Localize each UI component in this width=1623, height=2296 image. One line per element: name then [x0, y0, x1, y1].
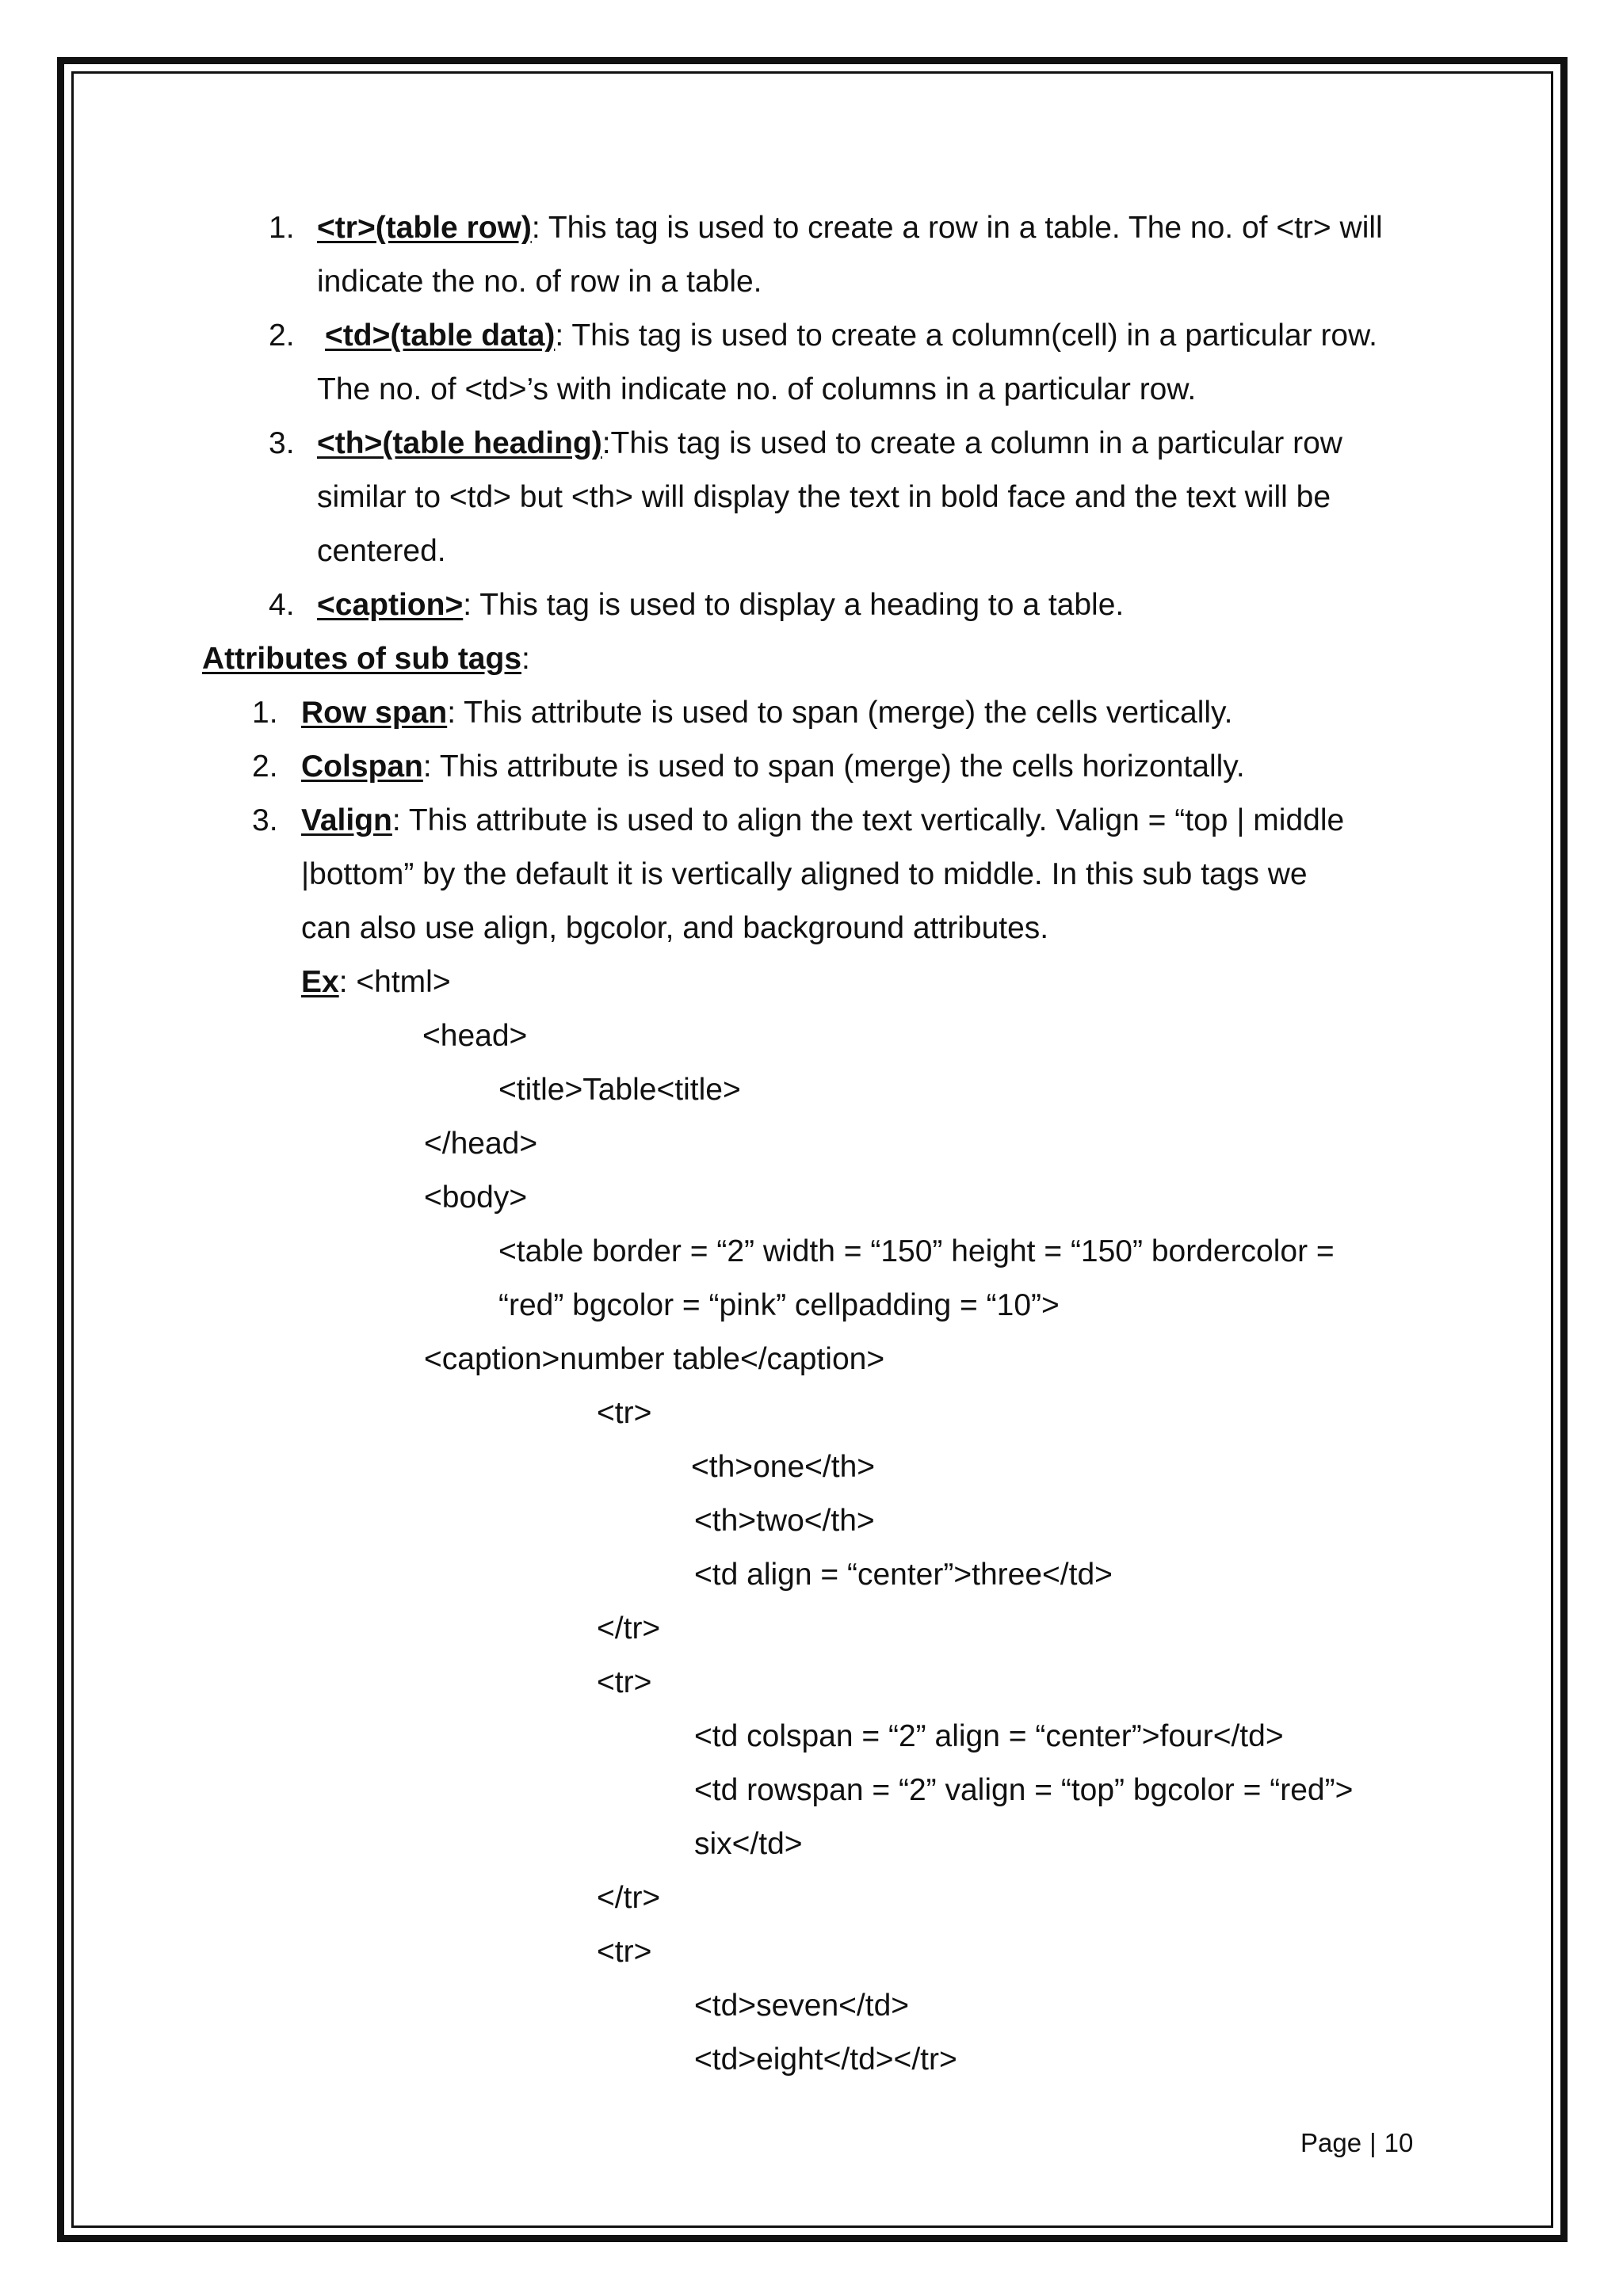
list-item-continuation: centered.: [317, 534, 446, 568]
list-number: 2.: [252, 749, 278, 784]
page-number: 10: [1384, 2128, 1414, 2157]
code-line: <tr>: [597, 1396, 652, 1430]
code-line: <body>: [424, 1180, 528, 1215]
example-label: Ex: [301, 965, 339, 999]
code-line: : <html>: [338, 965, 451, 999]
section-heading: Attributes of sub tags:: [202, 642, 530, 676]
code-line: <td>seven</td>: [694, 1989, 910, 2023]
list-item: [317, 320, 1377, 351]
list-item-continuation: The no. of <td>’s with indicate no. of columns in a particular row.: [317, 372, 1197, 406]
tag-description: :This tag is used to create a column in a particular row: [601, 426, 1342, 460]
list-number: 1.: [269, 211, 295, 245]
list-item: [301, 697, 1233, 728]
attribute-keyword: Colspan: [301, 749, 423, 784]
code-line: <td align = “center”>three</td>: [694, 1558, 1113, 1592]
code-line: <title>Table<title>: [498, 1073, 741, 1107]
list-number: 2.: [269, 318, 295, 353]
list-item-continuation: can also use align, bgcolor, and background attributes.: [301, 911, 1049, 945]
tag-keyword: <caption>: [317, 588, 464, 622]
tag-description: : This tag is used to create a column(cell) in a particular row.: [555, 318, 1377, 353]
list-item: [317, 428, 1342, 459]
code-line: <tr>: [597, 1665, 652, 1699]
code-line: <td>eight</td></tr>: [694, 2042, 957, 2077]
list-item-continuation: |bottom” by the default it is vertically aligned to middle. In this sub tags we: [301, 857, 1308, 891]
page-footer: [1300, 2128, 1413, 2158]
tag-keyword: <th>(table heading): [317, 426, 602, 460]
list-number: 3.: [269, 426, 295, 460]
code-line: </head>: [424, 1127, 538, 1161]
code-line: six</td>: [694, 1827, 803, 1861]
list-number: 4.: [269, 588, 295, 622]
list-item: [301, 751, 1245, 782]
attribute-keyword: Row span: [301, 696, 448, 730]
code-line: </tr>: [597, 1611, 661, 1646]
attribute-description: : This attribute is used to span (merge) the cells horizontally.: [422, 749, 1245, 784]
code-line: <tr>: [597, 1935, 652, 1969]
list-item: [317, 589, 1124, 620]
tag-description: : This tag is used to display a heading to a table.: [463, 588, 1125, 622]
code-line: “red” bgcolor = “pink” cellpadding = “10”>: [498, 1288, 1060, 1322]
tag-description: : This tag is used to create a row in a table. The no. of <tr> will: [531, 211, 1383, 245]
code-line: <head>: [422, 1019, 528, 1053]
code-line: </tr>: [597, 1881, 661, 1915]
list-number: 3.: [252, 803, 278, 837]
page-separator: |: [1369, 2128, 1377, 2157]
list-number: 1.: [252, 696, 278, 730]
list-item: [301, 805, 1344, 836]
list-item: [317, 212, 1383, 243]
attribute-keyword: Valign: [301, 803, 392, 837]
attribute-description: : This attribute is used to align the text vertically. Valign = “top | middle: [391, 803, 1345, 837]
page-label: Page: [1300, 2128, 1362, 2157]
code-line: <caption>number table</caption>: [424, 1342, 885, 1376]
code-line: <td rowspan = “2” valign = “top” bgcolor = “red”>: [694, 1773, 1354, 1807]
list-item-continuation: similar to <td> but <th> will display the text in bold face and the text will be: [317, 480, 1331, 514]
code-line: <table border = “2” width = “150” height = “150” bordercolor =: [498, 1234, 1335, 1268]
code-line: <th>one</th>: [691, 1450, 876, 1484]
code-line: <td colspan = “2” align = “center”>four</td>: [694, 1719, 1284, 1753]
tag-keyword: <td>(table data): [325, 318, 556, 353]
attribute-description: : This attribute is used to span (merge) the cells vertically.: [447, 696, 1233, 730]
tag-keyword: <tr>(table row): [317, 211, 532, 245]
code-line: <th>two</th>: [694, 1504, 875, 1538]
list-item-continuation: indicate the no. of row in a table.: [317, 265, 762, 299]
example-label-line: [301, 967, 451, 997]
